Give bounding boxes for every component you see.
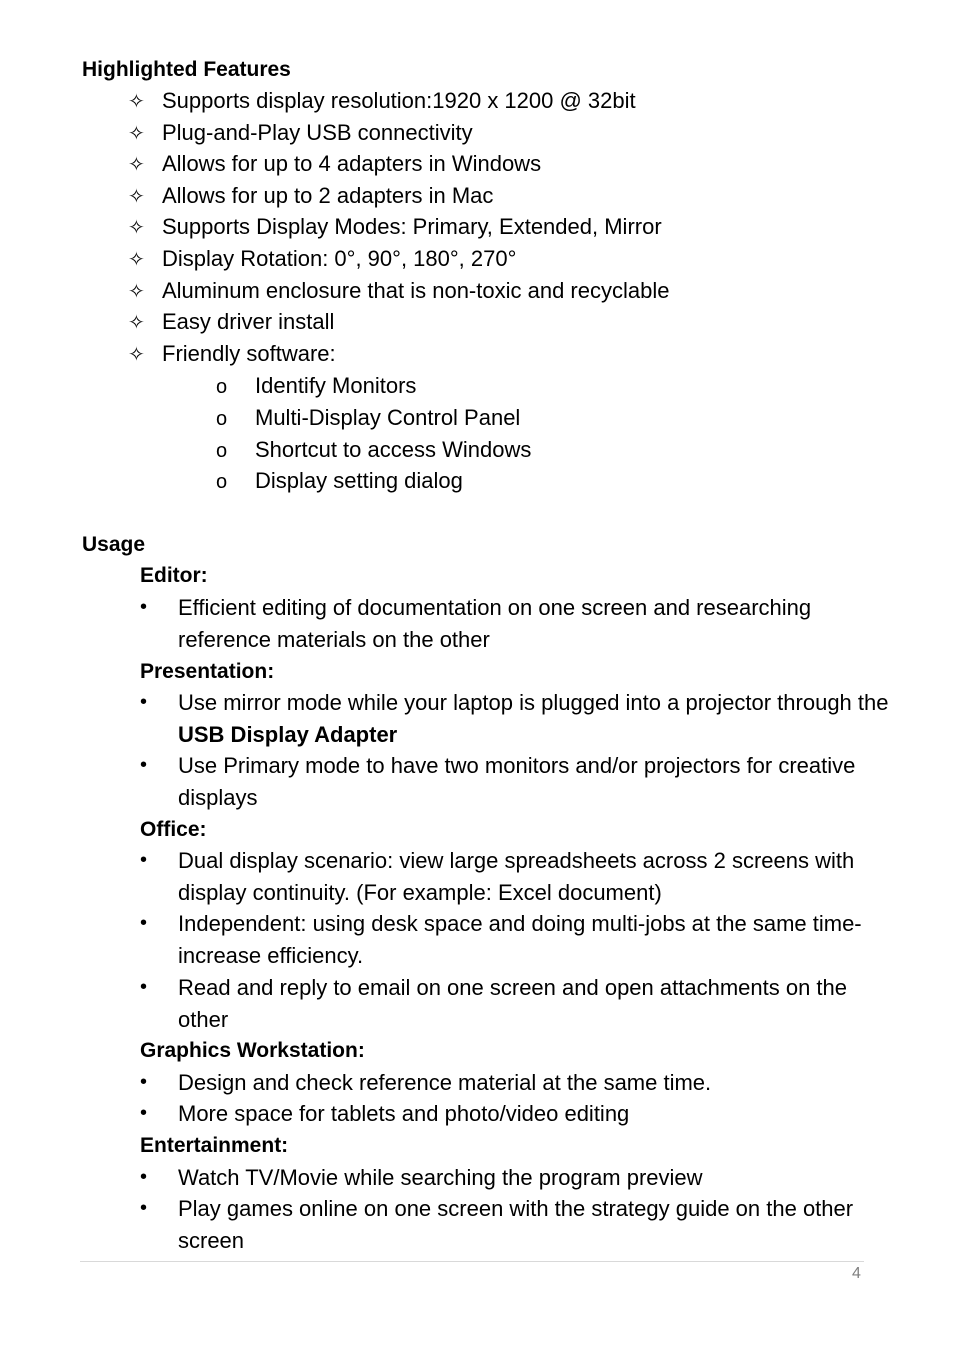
feature-item: ✧ Display Rotation: 0°, 90°, 180°, 270°	[128, 243, 516, 276]
bullet-icon: •	[140, 691, 148, 713]
feature-item: ✧ Allows for up to 2 adapters in Mac	[128, 180, 493, 213]
office-heading: Office:	[140, 818, 207, 841]
list-item: • Watch TV/Movie while searching the program preview	[140, 1162, 900, 1194]
list-item: • Independent: using desk space and doing multi-jobs at the same time- increase efficiency.	[140, 908, 900, 971]
star-bullet-icon: ✧	[128, 217, 145, 239]
list-item: • Play games online on one screen with the strategy guide on the other screen	[140, 1193, 900, 1256]
star-bullet-icon: ✧	[128, 281, 145, 303]
circle-bullet-icon: o	[216, 440, 228, 462]
software-sub-item: o Identify Monitors	[216, 370, 416, 403]
list-item: • Use Primary mode to have two monitors and/or projectors for creative displays	[140, 750, 900, 813]
circle-bullet-icon: o	[216, 408, 228, 430]
bullet-icon: •	[140, 1071, 148, 1093]
entertainment-heading: Entertainment:	[140, 1134, 289, 1157]
editor-heading: Editor:	[140, 564, 208, 587]
bullet-icon: •	[140, 754, 148, 776]
footer-divider	[80, 1261, 864, 1262]
circle-bullet-icon: o	[216, 471, 228, 493]
star-bullet-icon: ✧	[128, 186, 145, 208]
software-sub-item: o Shortcut to access Windows	[216, 434, 531, 467]
feature-item: ✧ Allows for up to 4 adapters in Windows	[128, 148, 541, 181]
star-bullet-icon: ✧	[128, 249, 145, 271]
list-item: • More space for tablets and photo/video editing	[140, 1098, 900, 1130]
feature-item: ✧ Plug-and-Play USB connectivity	[128, 117, 473, 150]
bullet-icon: •	[140, 1197, 148, 1219]
star-bullet-icon: ✧	[128, 154, 145, 176]
list-item: • Read and reply to email on one screen and open attachments on the other	[140, 972, 900, 1035]
software-sub-item: o Display setting dialog	[216, 465, 463, 498]
feature-item: ✧ Friendly software:	[128, 338, 336, 371]
graphics-workstation-heading: Graphics Workstation:	[140, 1039, 365, 1062]
star-bullet-icon: ✧	[128, 312, 145, 334]
highlighted-features-heading: Highlighted Features	[82, 58, 291, 81]
list-item: • Efficient editing of documentation on one screen and researching reference materials on the other	[140, 592, 900, 655]
product-name: USB Display Adapter	[178, 721, 398, 747]
circle-bullet-icon: o	[216, 376, 228, 398]
bullet-icon: •	[140, 912, 148, 934]
presentation-heading: Presentation:	[140, 660, 275, 683]
bullet-icon: •	[140, 1102, 148, 1124]
bullet-icon: •	[140, 596, 148, 618]
usage-heading: Usage	[82, 533, 146, 556]
bullet-icon: •	[140, 849, 148, 871]
list-item: • Design and check reference material at the same time.	[140, 1067, 900, 1099]
star-bullet-icon: ✧	[128, 123, 145, 145]
star-bullet-icon: ✧	[128, 344, 145, 366]
page-number: 4	[852, 1265, 861, 1282]
bullet-icon: •	[140, 1166, 148, 1188]
list-item: • Use mirror mode while your laptop is plugged into a projector through the USB Display Adapter	[140, 687, 900, 750]
feature-item: ✧ Aluminum enclosure that is non-toxic and recyclable	[128, 275, 669, 308]
software-sub-item: o Multi-Display Control Panel	[216, 402, 520, 435]
list-item: • Dual display scenario: view large spreadsheets across 2 screens with display continuity. (For example: Excel document)	[140, 845, 900, 908]
feature-item: ✧ Supports Display Modes: Primary, Extended, Mirror	[128, 211, 662, 244]
star-bullet-icon: ✧	[128, 91, 145, 113]
bullet-icon: •	[140, 976, 148, 998]
feature-item: ✧ Supports display resolution:1920 x 1200 @ 32bit	[128, 85, 636, 118]
feature-item: ✧ Easy driver install	[128, 306, 334, 339]
